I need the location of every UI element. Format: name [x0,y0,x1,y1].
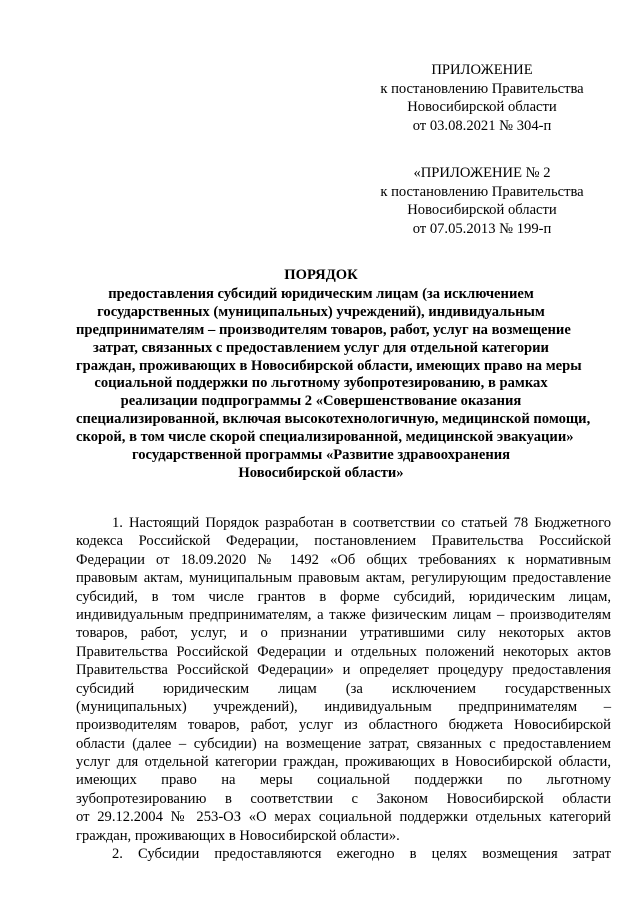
body-line: субсидий, в том числе грантов в форме субсидий, юридическим лицам, [76,588,611,605]
title-line: специализированной, включая высокотехнологичную, медицинской помощи, [76,411,591,428]
title-line: предпринимателям – производителям товаров, работ, услуг на возмещение [76,321,571,338]
appendix-region: Новосибирской области [407,99,557,116]
body-line: индивидуальным предпринимателям, а также физическим лицам – производителям [76,606,611,623]
body-line: производителям товаров, работ, услуг из областного бюджета Новосибирской [76,717,611,734]
appendix-resolution-ref: к постановлению Правительства [380,183,584,200]
title-line: затрат, связанных с предоставлением услуг для отдельной категории [93,339,549,356]
title-line: государственных (муниципальных) учреждений), индивидуальным [97,303,545,320]
body-line: субсидий юридическим лицам (за исключением государственных [76,680,611,697]
body-line: правовым актам, муниципальным правовым актам, регулирующим предоставление [76,570,611,587]
title-heading: ПОРЯДОК [284,267,358,283]
document-title [76,267,591,483]
body-line: от 29.12.2004 № 253-ОЗ «О мерах социальной поддержки отдельных категорий [76,809,611,826]
document-body [76,514,611,863]
body-line: Правительства Российской Федерации» и определяет процедуру предоставления [76,662,611,679]
title-line: государственной программы «Развитие здравоохранения [131,447,511,464]
body-line: области (далее – субсидии) на возмещение затрат, связанных с предоставлением [76,735,611,752]
body-line: граждан, проживающих в Новосибирской области». [76,827,400,844]
body-line: Федерации от 18.09.2020 № 1492 «Об общих требованиях к нормативным [76,551,611,568]
appendix-header-current [360,61,604,135]
body-line: Правительства Российской Федерации и отдельных положений некоторых актов [76,643,611,660]
body-line: 1. Настоящий Порядок разработан в соответствии со статьей 78 Бюджетного [112,515,611,531]
paragraph-1 [76,514,611,845]
appendix-label: ПРИЛОЖЕНИЕ [431,62,533,78]
title-line: граждан, проживающих в Новосибирской области, имеющих право на меры [76,357,582,374]
appendix-date-number: от 07.05.2013 № 199-п [412,220,552,237]
title-line: скорой, в том числе скорой специализированной, медицинской эвакуации» [76,429,574,446]
body-line: кодекса Российской Федерации, постановлением Правительства Российской [76,533,611,550]
body-line: услуг для отдельной категории граждан, проживающих в Новосибирской области, [76,754,611,771]
appendix-label: «ПРИЛОЖЕНИЕ № 2 [413,165,551,181]
title-line: Новосибирской области» [238,464,404,481]
appendix-resolution-ref: к постановлению Правительства [380,80,584,97]
appendix-date-number: от 03.08.2021 № 304-п [412,117,552,134]
body-line: (муниципальных) учреждений), индивидуальным предпринимателям – [76,698,611,715]
body-line: имеющих право на меры социальной поддержки по льготному [76,772,611,789]
body-line: 2. Субсидии предоставляются ежегодно в целях возмещения затрат [112,846,611,863]
appendix-region: Новосибирской области [407,202,557,219]
title-line: социальной поддержки по льготному зубопротезированию, в рамках [94,375,548,392]
body-line: зубопротезированию в соответствии с Законом Новосибирской области [76,790,611,807]
body-line: товаров, работ, услуг, и о признании утратившими силу некоторых актов [76,625,611,642]
title-line: реализации подпрограммы 2 «Совершенствование оказания [120,393,522,410]
title-line: предоставления субсидий юридическим лицам (за исключением [108,285,534,302]
paragraph-2 [76,845,611,863]
appendix-header-original [360,164,604,238]
